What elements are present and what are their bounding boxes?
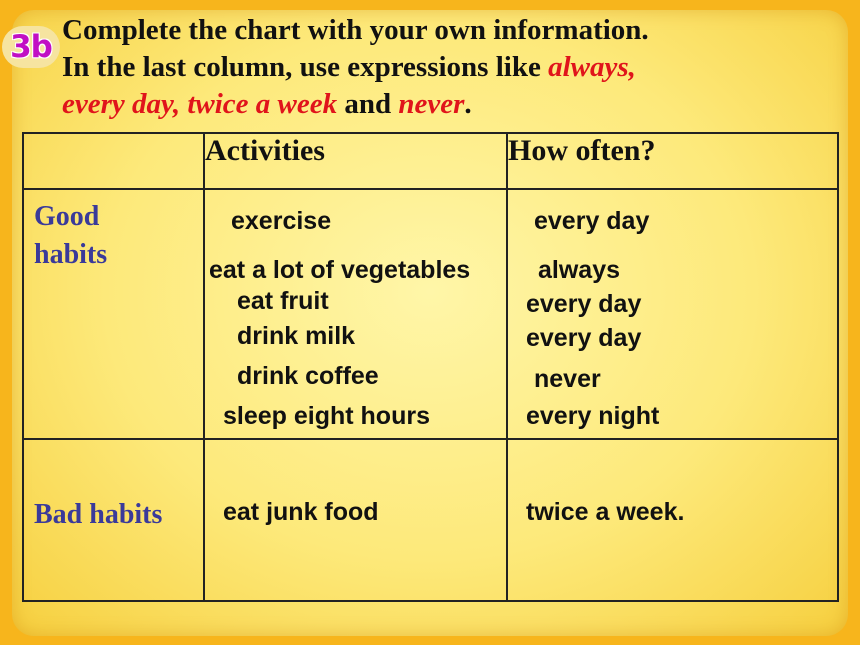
- good-habits-label: Good habits: [34, 201, 108, 270]
- frequency-item: every day: [534, 207, 650, 235]
- good-habits-frequencies: [507, 189, 838, 439]
- frequency-item: twice a week.: [526, 498, 685, 526]
- expression-always: always,: [548, 51, 636, 83]
- activity-item: exercise: [231, 207, 332, 235]
- good-habits-activities: [204, 189, 507, 439]
- activity-item: sleep eight hours: [223, 402, 430, 430]
- bad-habits-label: Bad habits: [34, 499, 163, 530]
- bad-habits-label-cell: [23, 439, 204, 601]
- instruction-period: .: [464, 88, 472, 120]
- activity-item: eat a lot of vegetables: [209, 256, 471, 284]
- good-habits-label-cell: [23, 189, 204, 439]
- frequency-item: every night: [526, 402, 660, 430]
- instruction-text: In the last column, use expressions like: [62, 51, 549, 83]
- expression-every-day-twice-a-week: every day, twice a week: [62, 88, 338, 120]
- habits-chart: [22, 132, 839, 602]
- instruction-line-3: [62, 86, 852, 123]
- instructions: [62, 12, 852, 123]
- instruction-line-1: Complete the chart with your own information.: [62, 14, 649, 46]
- frequency-item: never: [534, 365, 601, 393]
- activity-item: eat junk food: [223, 498, 379, 526]
- bad-habits-row: [23, 439, 838, 601]
- bad-habits-frequencies: [507, 439, 838, 601]
- frequency-item: every day: [526, 290, 642, 318]
- exercise-number: 3b: [10, 29, 52, 65]
- bad-habits-activities: [204, 439, 507, 601]
- header-row: [23, 133, 838, 189]
- good-habits-row: [23, 189, 838, 439]
- exercise-badge: [2, 26, 60, 68]
- header-activities: Activities: [204, 133, 507, 189]
- header-how-often: How often?: [507, 133, 838, 189]
- activity-item: drink coffee: [237, 362, 379, 390]
- frequency-item: every day: [526, 324, 642, 352]
- expression-never: never: [398, 88, 465, 120]
- instruction-and: and: [337, 88, 399, 120]
- instruction-line-2: [62, 49, 852, 86]
- frequency-item: always: [538, 256, 621, 284]
- activity-item: drink milk: [237, 322, 356, 350]
- activity-item: eat fruit: [237, 287, 329, 315]
- header-corner: [23, 133, 204, 189]
